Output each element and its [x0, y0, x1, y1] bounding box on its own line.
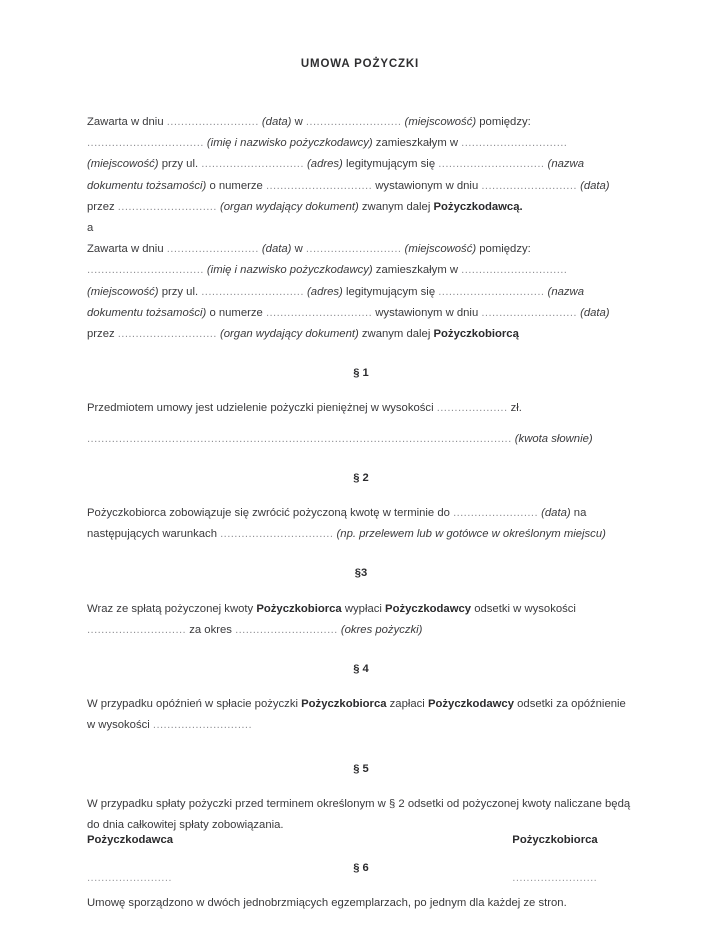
borrower-dots-7: .............................. [265, 306, 373, 319]
s4-lender-bold: Pożyczkodawcy [427, 698, 514, 711]
borrower-hint-data: (data) [258, 243, 295, 256]
lender-signature-label: Pożyczkodawca [87, 834, 174, 846]
lender-dots-7: .............................. [265, 179, 373, 192]
s1-p2-dots: ........................................................................................................................ [87, 432, 512, 445]
lender-line1-pomiedzy: pomiędzy: [479, 116, 531, 128]
lender-dots-8: ........................... [481, 179, 577, 192]
section-6-paragraph: Umowę sporządzono w dwóch jednobrzmiących egzemplarzach, po jednym dla każdej ze stron. [87, 897, 567, 910]
borrower-signature-block [301, 833, 635, 884]
lender-party-paragraph [87, 112, 635, 218]
section-heading-4: § 4 [353, 663, 369, 676]
section-3-paragraph [87, 599, 635, 641]
section-1-paragraph-1 [87, 398, 635, 419]
borrower-hint-adres: (adres) [303, 285, 346, 298]
s3-p2-hint: (okres pożyczki) [337, 623, 423, 636]
lender-role-bold: Pożyczkodawcą. [433, 200, 523, 213]
borrower-line2-zamieszkalym: zamieszkałym w [375, 264, 462, 277]
borrower-line1-intro: Zawarta w dniu [87, 243, 167, 256]
lender-line1-w: w [294, 116, 306, 128]
section-heading-6: § 6 [353, 862, 369, 875]
s3-p2-text: wysokości [524, 602, 576, 615]
borrower-line1-w: w [294, 243, 306, 256]
lender-line4-numer: o numerze [209, 179, 266, 192]
section-heading-3: §3 [354, 567, 368, 580]
document-body [87, 112, 635, 915]
borrower-dots-9: ............................ [117, 328, 217, 341]
lender-hint-dokument: dokumentu tożsamości) [87, 179, 210, 192]
lender-line1-intro: Zawarta w dniu [87, 116, 167, 128]
borrower-line5-przez: przez [87, 328, 118, 341]
borrower-party-paragraph [87, 239, 635, 345]
s4-p1-end: odsetki za [514, 698, 569, 711]
lender-line5-zwanym: zwanym dalej [361, 200, 434, 213]
borrower-hint-miejscowosc: (miejscowość) [401, 243, 480, 256]
borrower-signature-line: ........................ [512, 872, 598, 884]
s1-p1-unit: zł. [507, 402, 522, 415]
lender-signature-block [87, 833, 301, 884]
borrower-hint-name: (imię i nazwisko pożyczkodawcy) [203, 264, 376, 277]
borrower-dots-6: .............................. [438, 285, 545, 298]
section-4-paragraph [87, 694, 635, 736]
s1-p1-dots: .................... [436, 402, 508, 415]
s2-p3-hint: określonym miejscu) [502, 528, 606, 541]
lender-dots-3: ................................. [87, 137, 204, 150]
borrower-signature-label: Pożyczkobiorca [512, 834, 598, 846]
s4-p1-mid: zapłaci [386, 698, 428, 711]
lender-hint-adres: (adres) [303, 158, 346, 171]
borrower-line4-numer: o numerze [209, 306, 266, 319]
lender-dots-6: .............................. [438, 158, 545, 171]
lender-dots-2: ........................... [305, 116, 402, 128]
signature-area [87, 833, 635, 884]
page-title: UMOWA POŻYCZKI [300, 58, 420, 70]
s3-p2-dots-1: ............................ [87, 623, 187, 636]
s3-p1-mid: wypłaci [341, 602, 386, 615]
section-1-paragraph-2 [87, 429, 635, 450]
section-5-paragraph [87, 794, 635, 836]
borrower-hint-miejscowosc-2: (miejscowość) [87, 285, 162, 298]
s3-borrower-bold: Pożyczkobiorca [256, 602, 342, 615]
lender-hint-name: (imię i nazwisko pożyczkodawcy) [203, 137, 376, 150]
borrower-dots-4: .............................. [461, 264, 568, 277]
lender-signature-line: ........................ [87, 872, 172, 884]
lender-line3-legit: legitymującym się [345, 158, 439, 171]
lender-hint-data: (data) [258, 116, 295, 128]
s4-p1-text: W przypadku opóźnień w spłacie pożyczki [87, 698, 302, 711]
borrower-line3-legit: legitymującym się [345, 285, 439, 298]
section-2-paragraph [87, 503, 635, 545]
s3-lender-bold: Pożyczkodawcy [385, 602, 472, 615]
s5-line-1: W przypadku spłaty pożyczki przed terminem określonym w § 2 odsetki od pożyczonej kwoty [87, 797, 551, 810]
lender-dots-1: .......................... [166, 116, 259, 128]
s1-p1-text: Przedmiotem umowy jest udzielenie pożyczki pieniężnej w wysokości [87, 402, 437, 415]
lender-line2-zamieszkalym: zamieszkałym w [375, 137, 462, 150]
borrower-role-bold: Pożyczkobiorcą [433, 328, 519, 341]
s2-p2-hint: (np. przelewem lub w gotówce w [333, 528, 500, 541]
s3-p2-dots-2: ............................. [235, 623, 338, 636]
borrower-dots-2: ........................... [305, 243, 402, 256]
borrower-dots-3: ................................. [87, 264, 204, 277]
section-heading-2: § 2 [353, 471, 369, 484]
borrower-hint-dokument: dokumentu tożsamości) [87, 306, 210, 319]
borrower-dots-8: ........................... [481, 306, 577, 319]
borrower-dots-5: ............................. [201, 285, 304, 298]
lender-dots-9: ............................ [117, 200, 217, 213]
s2-p2-text: na następujących warunkach [87, 507, 587, 541]
s4-p2-text: opóźnienie w wysokości [87, 698, 626, 732]
s3-p1-end: odsetki w [471, 602, 522, 615]
borrower-line4-wystawiony: wystawionym w dniu [372, 306, 482, 319]
lender-hint-organ: (organ wydający dokument) [216, 200, 362, 213]
lender-dots-5: ............................. [201, 158, 304, 171]
lender-hint-nazwa: (nazwa [544, 158, 584, 171]
borrower-line1-pomiedzy: pomiędzy: [479, 243, 531, 256]
section-heading-5: § 5 [353, 762, 369, 775]
s4-p2-dots: ............................ [152, 719, 253, 732]
lender-line4-wystawiony: wystawionym w dniu [372, 179, 482, 192]
lender-hint-miejscowosc-2: (miejscowość) [87, 158, 162, 171]
borrower-hint-nazwa: (nazwa [544, 285, 584, 298]
s5-line-2: naliczane będą do dnia całkowitej spłaty zobowiązania. [87, 797, 631, 832]
borrower-line3-ul: przy ul. [161, 285, 202, 298]
lender-line3-ul: przy ul. [161, 158, 202, 171]
borrower-line5-zwanym: zwanym dalej [361, 328, 434, 341]
s1-p2-hint: (kwota słownie) [511, 432, 593, 445]
s3-p2-mid: za okres [186, 623, 236, 636]
s2-p1-hint: (data) [538, 507, 571, 520]
s2-p1-dots: ........................ [453, 507, 538, 520]
lender-dots-4: .............................. [461, 137, 568, 150]
s2-p1-text: Pożyczkobiorca zobowiązuje się zwrócić pożyczoną kwotę w terminie do [87, 507, 454, 520]
borrower-hint-data-2: (data) [580, 306, 610, 319]
borrower-hint-organ: (organ wydający dokument) [216, 328, 362, 341]
party-separator: a [87, 222, 94, 235]
s2-p2-dots: ................................ [220, 528, 334, 541]
s4-borrower-bold: Pożyczkobiorca [301, 698, 387, 711]
section-heading-1: § 1 [353, 367, 369, 380]
lender-line5-przez: przez [87, 200, 118, 213]
lender-hint-data-2: (data) [580, 179, 610, 192]
lender-hint-miejscowosc: (miejscowość) [401, 116, 480, 128]
borrower-dots-1: .......................... [166, 243, 259, 256]
s3-p1-text: Wraz ze spłatą pożyczonej kwoty [87, 602, 257, 615]
